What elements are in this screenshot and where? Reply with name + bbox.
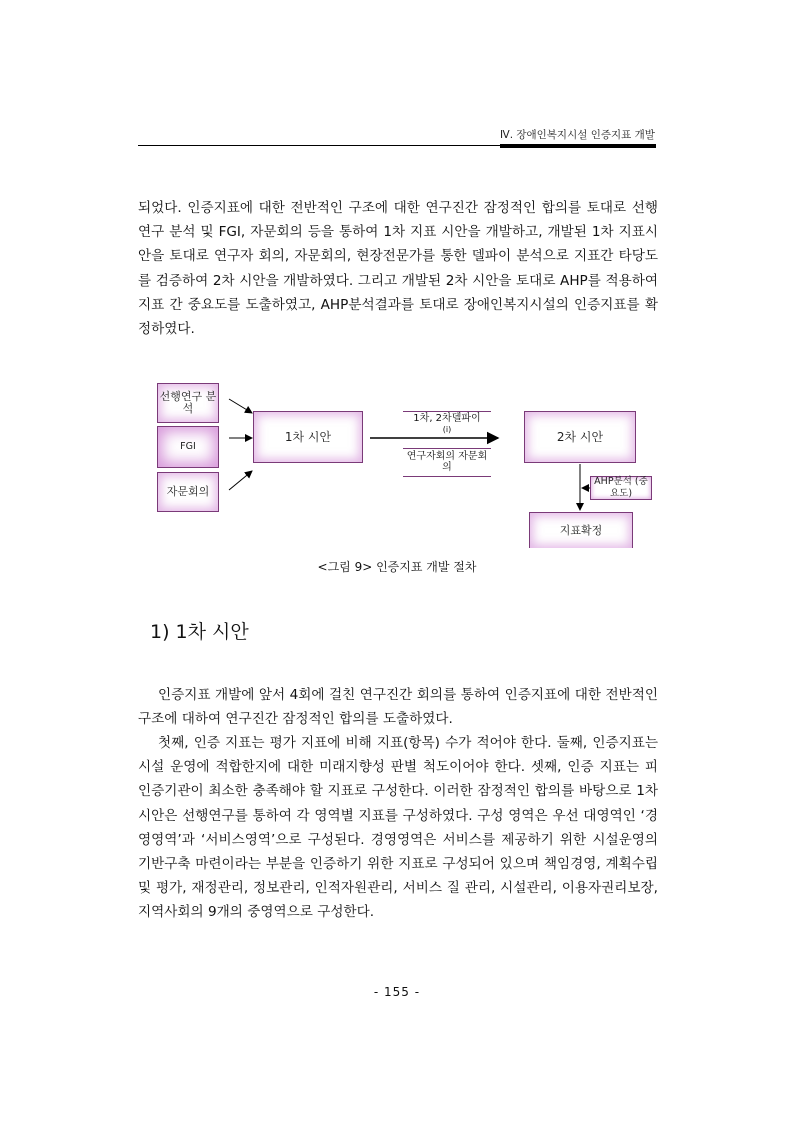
delphi-sub-label: (i) (442, 425, 452, 434)
final-box: 지표확정 (529, 512, 633, 548)
draft1-box: 1차 시안 (253, 411, 363, 463)
paragraph-structure: 인증지표 개발에 앞서 4회에 걸친 연구진간 회의를 통하여 인증지표에 대한 전반적인 구조에 대하여 연구진간 잠정적인 합의를 도출하였다. (138, 687, 658, 728)
draft2-box: 2차 시안 (524, 411, 636, 463)
page-number: - 155 - (373, 985, 421, 999)
figure-caption: <그림 9> 인증지표 개발 절차 (317, 560, 477, 574)
meetings-label: 연구자회의 자문회의 (406, 451, 488, 473)
input-box-fgi: FGI (157, 426, 219, 468)
paragraph-criteria: 첫째, 인증 지표는 평가 지표에 비해 지표(항목) 수가 적어야 한다. 둘째, 인증지표는 시설 운영에 적합한지에 대한 미래지향성 판별 척도이어야 한다. 셋째, 인증 지표는 피 인증기관이 최소한 충족해야 할 지표로 구성한다. 이러한 잠정적인 합의를 바탕으로 1차 시안은 선행연구를 통하여 각 영역별 지표를 구성하였다. 구성 영역은 우선 대영역인 ‘경영영역’과 ‘서비스영역’으로 구성된다. 경영영역은 서비스를 제공하기 위한 시설운영의 기반구축 마련이라는 부분을 인증하기 위한 지표로 구성되어 있으며 책임경영, 계획수립 및 평가, 재정관리, 정보관리, 인적자원관리, 서비스 질 관리, 시설관리, 이용자권리보장, 지역사회의 9개의 중영역으로 구성한다. (138, 735, 658, 921)
ahp-box: AHP분석 (중요도) (590, 476, 652, 500)
input-box-advisory: 자문회의 (157, 472, 219, 512)
section-title: 1) 1차 시안 (150, 621, 249, 643)
paragraph-intro: 되었다. 인증지표에 대한 전반적인 구조에 대한 연구진간 잠정적인 합의를 토대로 선행연구 분석 및 FGI, 자문회의 등을 통하여 1차 지표 시안을 개발하고, 개발된 1차 지표시안을 토대로 연구자 회의, 자문회의, 현장전문가를 통한 델파이 분석으로 지표간 타당도를 검증하여 2차 시안을 개발하였다. 그리고 개발된 2차 시안을 토대로 AHP를 적용하여 지표 간 중요도를 도출하였고, AHP분석결과를 토대로 장애인복지시설의 인증지표를 확정하였다. (138, 200, 658, 338)
input-box-prior-research: 선행연구 분석 (157, 383, 219, 423)
arrow-research-to-draft1 (229, 399, 252, 413)
delphi-label: 1차, 2차델파이 (413, 413, 481, 424)
arrow-advisory-to-draft1 (229, 471, 252, 490)
running-header: Ⅳ. 장애인복지시설 인증지표 개발 (500, 129, 655, 141)
